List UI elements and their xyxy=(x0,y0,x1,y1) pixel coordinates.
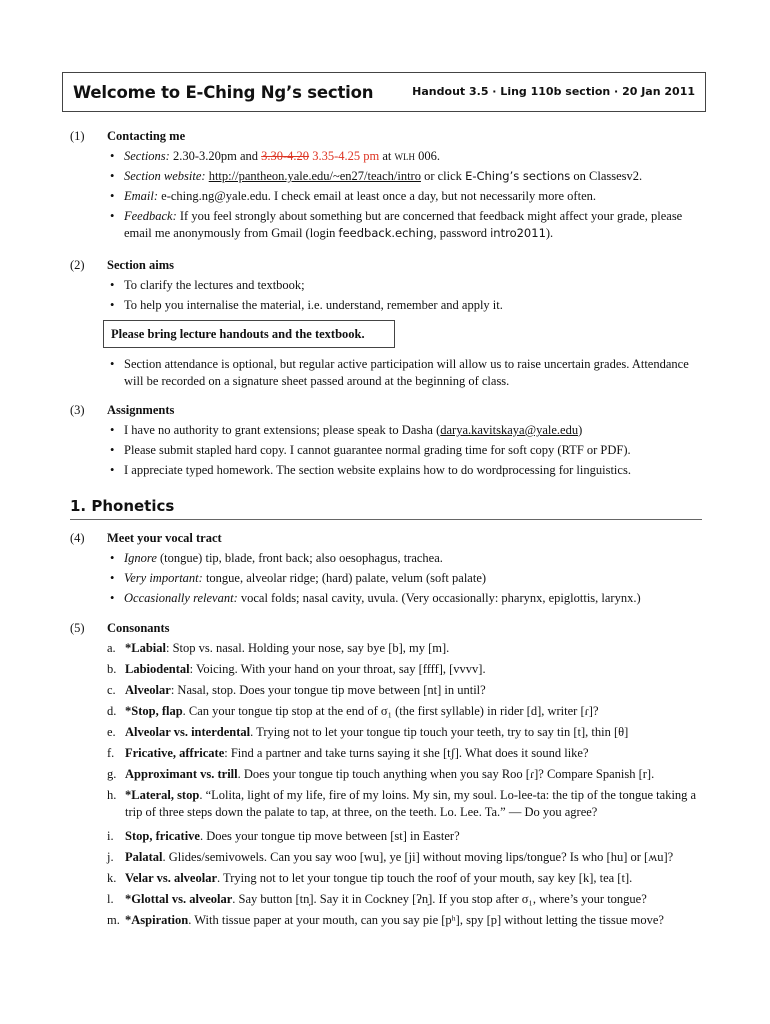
list-item: • To clarify the lectures and textbook; xyxy=(107,277,707,294)
list-item: • Feedback: If you feel strongly about something but are concerned that feedback might affect your grade, please email me anonymously from Gmail (login feedback.eching, password intro2011). xyxy=(107,208,707,242)
list-item: l. *Glottal vs. alveolar. Say button [tn̩]. Say it in Cockney [ʔn̩]. If you stop after σ₁, where’s your tongue? xyxy=(107,892,647,906)
item-number: (3) xyxy=(70,403,85,417)
section-heading: Contacting me xyxy=(107,129,186,143)
list-item: c. Alveolar: Nasal, stop. Does your tongue tip move between [nt] in until? xyxy=(107,683,486,697)
list-item: • Very important: tongue, alveolar ridge; (hard) palate, velum (soft palate) xyxy=(107,570,707,587)
new-time: 3.35-4.25 pm xyxy=(309,149,380,163)
list-item: • Section website: http://pantheon.yale.edu/~en27/teach/intro or click E-Ching’s sections on Classesv2. xyxy=(107,168,707,185)
website-link[interactable]: http://pantheon.yale.edu/~en27/teach/intro xyxy=(208,168,421,183)
list-item: d. *Stop, flap. Can your tongue tip stop at the end of σ₁ (the first syllable) in rider [d], writer [ɾ]? xyxy=(107,704,599,718)
list-item: h. *Lateral, stop. “Lolita, light of my life, fire of my loins. My sin, my soul. Lo-lee-ta: the tip of the tongue taking a trip of three steps down the palate to tap, at three, on the teeth. Lo. Lee. Ta.” — Do you agree? xyxy=(107,788,697,819)
list-item: • Sections: 2.30-3.20pm and 3.30-4.20 3.35-4.25 pm at wlh 006. xyxy=(107,148,707,165)
list-item: • Ignore (tongue) tip, blade, front back; also oesophagus, trachea. xyxy=(107,550,707,567)
item-number: (5) xyxy=(70,621,85,635)
list-item: • I have no authority to grant extensions; please speak to Dasha (darya.kavitskaya@yale.edu) xyxy=(107,422,707,439)
title-box xyxy=(62,72,706,112)
list-item: f. Fricative, affricate: Find a partner and take turns saying it she [tʃ]. What does it sound like? xyxy=(107,746,589,760)
list-item: j. Palatal. Glides/semivowels. Can you say woo [wu], ye [ji] without moving lips/tongue? Is who [hu] or [ʍu]? xyxy=(107,850,674,864)
page-title: Welcome to E-Ching Ng’s section xyxy=(73,83,374,102)
list-item: • To help you internalise the material, i.e. understand, remember and apply it. xyxy=(107,297,707,314)
list-item: g. Approximant vs. trill. Does your tongue tip touch anything when you say Roo [ɾ]? Compare Spanish [r]. xyxy=(107,767,655,781)
item-number: (1) xyxy=(70,129,85,143)
contact-list xyxy=(107,148,707,244)
handout-info: Handout 3.5 · Ling 110b section · 20 Jan 2011 xyxy=(412,85,695,98)
list-item: • Please submit stapled hard copy. I cannot guarantee normal grading time for soft copy (RTF or PDF). xyxy=(107,442,707,459)
section-heading: Meet your vocal tract xyxy=(107,531,222,545)
item-number: (4) xyxy=(70,531,85,545)
aims-list xyxy=(107,277,707,317)
section-heading: Section aims xyxy=(107,258,175,272)
phonetics-heading: 1. Phonetics xyxy=(70,496,702,520)
struck-time: 3.30-4.20 xyxy=(261,149,310,163)
dasha-email-link[interactable]: darya.kavitskaya@yale.edu xyxy=(440,423,579,437)
sections-link-text: E-Ching’s sections xyxy=(465,168,571,183)
list-item: • Email: e-ching.ng@yale.edu. I check email at least once a day, but not necessarily more often. xyxy=(107,188,707,205)
list-item: m. *Aspiration. With tissue paper at your mouth, can you say pie [pʰ], spy [p] without letting the tissue move? xyxy=(107,913,664,927)
section-heading: Consonants xyxy=(107,621,170,635)
list-item: a. *Labial: Stop vs. nasal. Holding your nose, say bye [b], my [m]. xyxy=(107,641,450,655)
list-item: b. Labiodental: Voicing. With your hand on your throat, say [ffff], [vvvv]. xyxy=(107,662,486,676)
section-heading: Assignments xyxy=(107,403,175,417)
list-item: • Section attendance is optional, but regular active participation will allow us to raise uncertain grades. Attendance will be recorded on a signature sheet passed around at the beginning of class. xyxy=(107,356,707,390)
reminder-box: Please bring lecture handouts and the textbook. xyxy=(103,320,395,348)
list-item: k. Velar vs. alveolar. Trying not to let your tongue tip touch the roof of your mouth, say key [k], tea [t]. xyxy=(107,871,633,885)
list-item: • Occasionally relevant: vocal folds; nasal cavity, uvula. (Very occasionally: pharynx, epiglottis, larynx.) xyxy=(107,590,707,607)
assignments-list xyxy=(107,422,707,482)
list-item: i. Stop, fricative. Does your tongue tip move between [st] in Easter? xyxy=(107,829,460,843)
list-item: e. Alveolar vs. interdental. Trying not to let your tongue tip touch your teeth, try to say tin [t], thin [θ] xyxy=(107,725,629,739)
consonants-list xyxy=(107,640,707,933)
item-number: (2) xyxy=(70,258,85,272)
list-item: • I appreciate typed homework. The section website explains how to do wordprocessing for linguistics. xyxy=(107,462,707,479)
attendance-list xyxy=(107,356,707,393)
vocal-tract-list xyxy=(107,550,707,610)
